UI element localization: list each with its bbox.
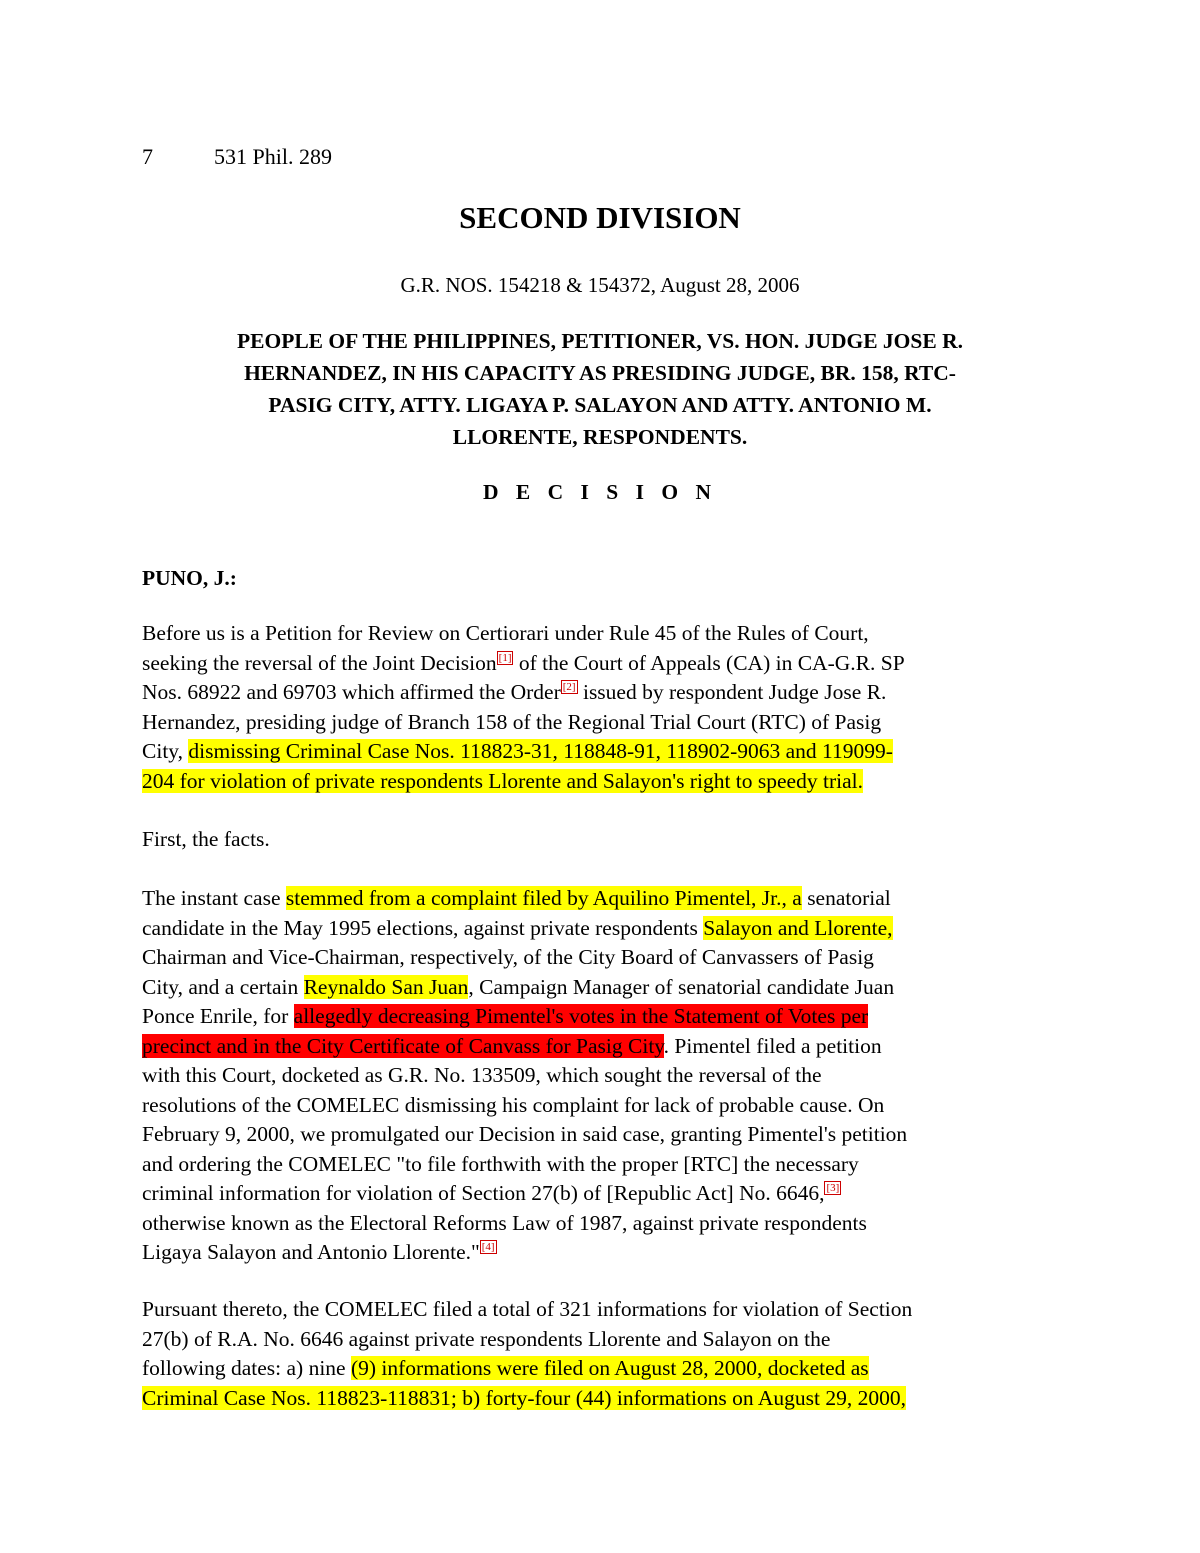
text-line bbox=[142, 1002, 1072, 1032]
text-line: with this Court, docketed as G.R. No. 133509, which sought the reversal of the bbox=[142, 1063, 822, 1087]
text-span: seeking the reversal of the Joint Decision bbox=[142, 650, 497, 675]
text-line: Hernandez, presiding judge of Branch 158 of the Regional Trial Court (RTC) of Pasig bbox=[142, 709, 882, 734]
parties-line: PEOPLE OF THE PHILIPPINES, PETITIONER, VS. HON. JUDGE JOSE R. bbox=[237, 329, 963, 353]
highlighted-text: Reynaldo San Juan bbox=[303, 974, 469, 999]
text-line bbox=[142, 914, 1072, 944]
text-span: . Pimentel filed a petition bbox=[663, 1033, 882, 1058]
division-title: SECOND DIVISION bbox=[459, 200, 741, 235]
footnote-link[interactable]: [4] bbox=[481, 1241, 495, 1253]
text-line: and ordering the COMELEC "to file forthwith with the proper [RTC] the necessary bbox=[142, 1151, 859, 1176]
highlighted-text: Salayon and Llorente, bbox=[703, 915, 893, 940]
red-highlighted-text: precinct and in the City Certificate of Canvass for Pasig City bbox=[142, 1033, 664, 1058]
parties-line: LLORENTE, RESPONDENTS. bbox=[452, 425, 748, 449]
highlighted-text: Criminal Case Nos. 118823-118831; b) forty-four (44) informations on August 29, 2000, bbox=[142, 1385, 906, 1410]
text-line bbox=[142, 1032, 1072, 1062]
parties-line: HERNANDEZ, IN HIS CAPACITY AS PRESIDING JUDGE, BR. 158, RTC- bbox=[244, 361, 956, 385]
highlighted-text: stemmed from a complaint filed by Aquilino Pimentel, Jr., a bbox=[285, 886, 802, 910]
ponente: PUNO, J.: bbox=[142, 566, 237, 590]
text-span: , Campaign Manager of senatorial candidate Juan bbox=[468, 974, 895, 999]
highlighted-text: dismissing Criminal Case Nos. 118823-31, 118848-91, 118902-9063 and 119099- bbox=[188, 739, 893, 763]
paragraph-intro bbox=[142, 619, 1072, 796]
text-line: 27(b) of R.A. No. 6646 against private respondents Llorente and Salayon on the bbox=[142, 1326, 831, 1351]
paragraph-facts-intro bbox=[142, 825, 1072, 855]
case-parties bbox=[142, 325, 1058, 453]
red-highlighted-text: allegedly decreasing Pimentel's votes in the Statement of Votes per bbox=[293, 1004, 869, 1028]
text-line bbox=[142, 737, 1072, 767]
text-line: First, the facts. bbox=[142, 827, 270, 851]
text-span: candidate in the May 1995 elections, against private respondents bbox=[142, 915, 704, 940]
text-line: Pursuant thereto, the COMELEC filed a total of 321 informations for violation of Section bbox=[142, 1297, 913, 1321]
text-span: Ponce Enrile, for bbox=[142, 1004, 294, 1028]
text-line: Before us is a Petition for Review on Certiorari under Rule 45 of the Rules of Court, bbox=[142, 621, 869, 645]
footnote-link[interactable]: [2] bbox=[562, 681, 576, 693]
text-span: senatorial bbox=[801, 886, 891, 910]
text-span: City, and a certain bbox=[142, 974, 304, 999]
text-line bbox=[142, 1384, 1072, 1414]
paragraph-facts bbox=[142, 884, 1072, 1268]
text-line bbox=[142, 884, 1072, 914]
text-span: following dates: a) nine bbox=[142, 1356, 351, 1380]
highlighted-text: (9) informations were filed on August 28, 2000, docketed as bbox=[350, 1356, 869, 1380]
text-span: issued by respondent Judge Jose R. bbox=[577, 680, 887, 704]
decision-heading: D E C I S I O N bbox=[483, 480, 717, 504]
text-line bbox=[142, 1354, 1072, 1384]
paragraph-informations bbox=[142, 1295, 1072, 1413]
text-span: Ligaya Salayon and Antonio Llorente." bbox=[142, 1240, 480, 1264]
text-line: February 9, 2000, we promulgated our Decision in said case, granting Pimentel's petition bbox=[142, 1122, 908, 1146]
gr-number-line: G.R. NOS. 154218 & 154372, August 28, 2006 bbox=[400, 273, 800, 297]
highlighted-text: 204 for violation of private respondents Llorente and Salayon's right to speedy trial. bbox=[142, 768, 863, 793]
text-span: criminal information for violation of Section 27(b) of [Republic Act] No. 6646, bbox=[142, 1181, 825, 1205]
text-span: of the Court of Appeals (CA) in CA-G.R. SP bbox=[513, 650, 905, 675]
parties-line: PASIG CITY, ATTY. LIGAYA P. SALAYON AND ATTY. ANTONIO M. bbox=[268, 393, 932, 417]
text-line bbox=[142, 1179, 1072, 1209]
text-line bbox=[142, 973, 1072, 1003]
text-line bbox=[142, 678, 1072, 708]
footnote-link[interactable]: [1] bbox=[498, 651, 512, 664]
text-span: The instant case bbox=[142, 886, 286, 910]
case-citation bbox=[142, 142, 332, 172]
text-line: resolutions of the COMELEC dismissing his complaint for lack of probable cause. On bbox=[142, 1092, 885, 1117]
text-line bbox=[142, 649, 1072, 679]
text-line bbox=[142, 1238, 1072, 1268]
footnote-link[interactable]: [3] bbox=[826, 1182, 840, 1194]
report-citation: 531 Phil. 289 bbox=[214, 144, 332, 169]
text-line bbox=[142, 767, 1072, 797]
text-line: otherwise known as the Electoral Reforms Law of 1987, against private respondents bbox=[142, 1210, 867, 1235]
document-number: 7 bbox=[142, 144, 153, 169]
text-span: Nos. 68922 and 69703 which affirmed the Order bbox=[142, 680, 561, 704]
text-line: Chairman and Vice-Chairman, respectively, of the City Board of Canvassers of Pasig bbox=[142, 945, 874, 969]
text-span: City, bbox=[142, 739, 189, 763]
